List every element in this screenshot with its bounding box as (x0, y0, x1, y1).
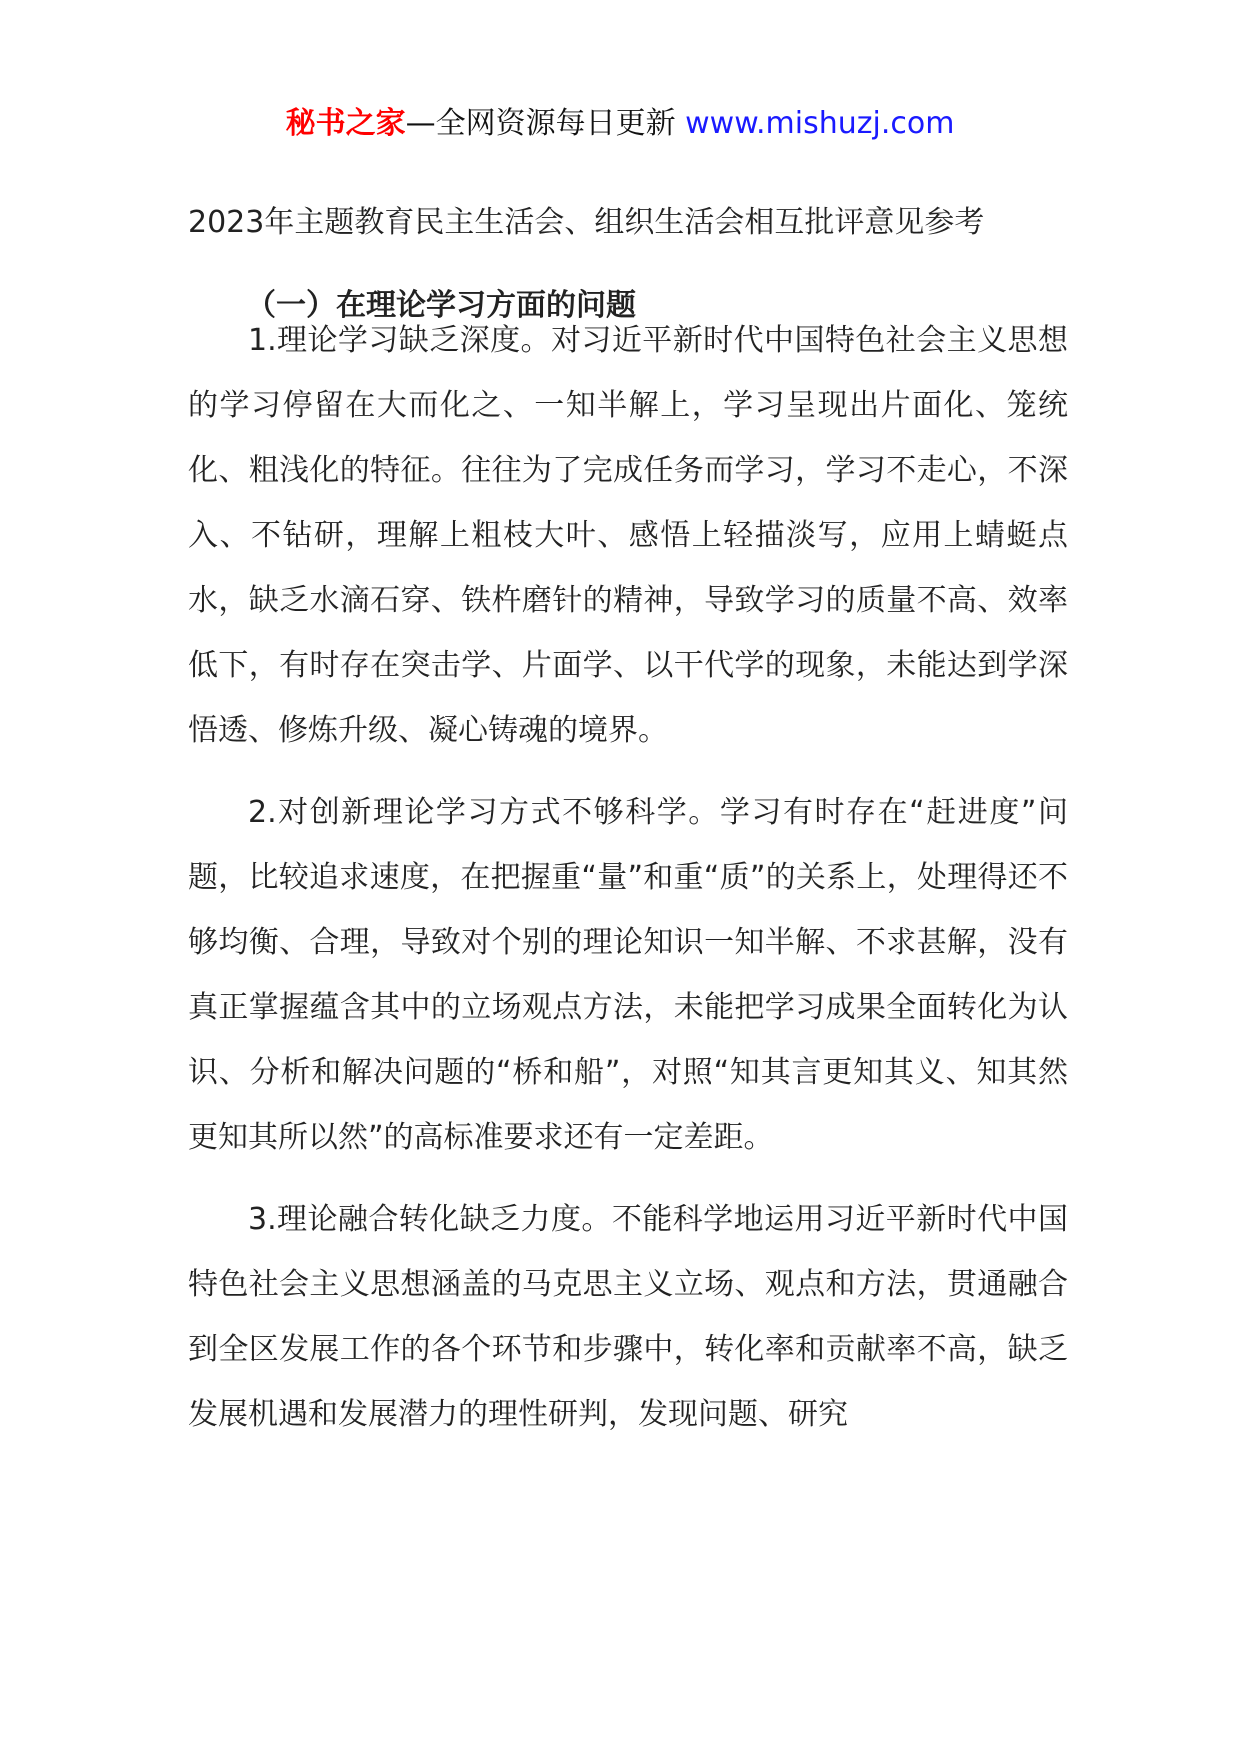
document-title: 2023年主题教育民主生活会、组织生活会相互批评意见参考 (188, 205, 985, 240)
paragraph-1: 1.理论学习缺乏深度。对习近平新时代中国特色社会主义思想的学习停留在大而化之、一知半解上，学习呈现出片面化、笼统化、粗浅化的特征。往往为了完成任务而学习，学习不走心，不深入、不钻研，理解上粗枝大叶、感悟上轻描淡写，应用上蜻蜓点水，缺乏水滴石穿、铁杵磨针的精神，导致学习的质量不高、效率低下，有时存在突击学、片面学、以干代学的现象，未能达到学深悟透、修炼升级、凝心铸魂的境界。 (188, 323, 1068, 748)
paragraph-3: 3.理论融合转化缺乏力度。不能科学地运用习近平新时代中国特色社会主义思想涵盖的马克思主义立场、观点和方法，贯通融合到全区发展工作的各个环节和步骤中，转化率和贡献率不高，缺乏发展机遇和发展潜力的理性研判，发现问题、研究 (188, 1202, 1068, 1432)
section-heading: （一）在理论学习方面的问题 (246, 288, 636, 323)
document-body (188, 308, 1068, 1464)
brand-name: 秘书之家 (285, 106, 406, 141)
site-url[interactable]: www.mishuzj.com (685, 106, 955, 141)
site-header (0, 100, 1240, 148)
header-slogan: —全网资源每日更新 (405, 106, 676, 141)
paragraph-2: 2.对创新理论学习方式不够科学。学习有时存在“赶进度”问题，比较追求速度，在把握重“量”和重“质”的关系上，处理得还不够均衡、合理，导致对个别的理论知识一知半解、不求甚解，没有真正掌握蕴含其中的立场观点方法，未能把学习成果全面转化为认识、分析和解决问题的“桥和船”，对照“知其言更知其义、知其然更知其所以然”的高标准要求还有一定差距。 (188, 795, 1068, 1155)
